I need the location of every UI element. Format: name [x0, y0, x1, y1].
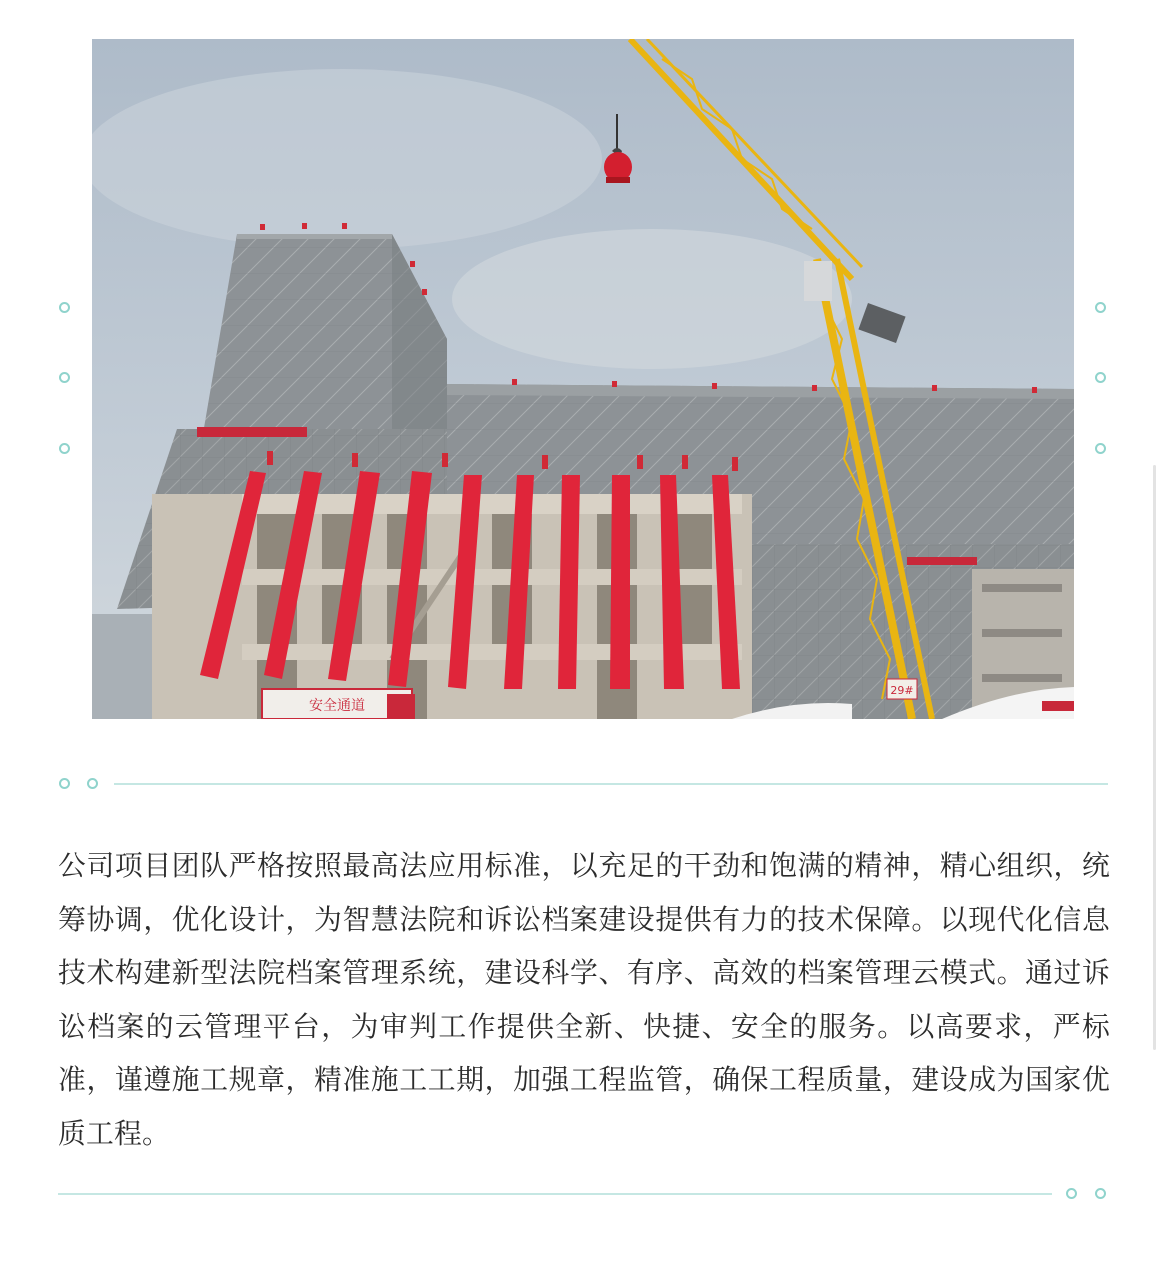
left-ring-3-icon [59, 443, 70, 454]
right-ring-2-icon [1095, 372, 1106, 383]
left-ring-2-icon [59, 372, 70, 383]
safety-sign-text: 安全通道 [309, 698, 365, 714]
scrollbar-thumb[interactable] [1153, 465, 1156, 1050]
construction-site-photo [92, 39, 1074, 719]
divider-top-ring-1-icon [59, 778, 70, 789]
divider-bottom-line [58, 1193, 1052, 1195]
article-paragraph: 公司项目团队严格按照最高法应用标准，以充足的干劲和饱满的精神，精心组织，统筹协调，优化设计，为智慧法院和诉讼档案建设提供有力的技术保障。以现代化信息技术构建新型法院档案管理系统，建设科学、有序、高效的档案管理云模式。通过诉讼档案的云管理平台，为审判工作提供全新、快捷、安全的服务。以高要求，严标准，谨遵施工规章，精准施工工期，加强工程监管，确保工程质量，建设成为国家优质工程。 [58, 849, 1110, 1150]
left-ring-1-icon [59, 302, 70, 313]
divider-bottom-ring-1-icon [1066, 1188, 1077, 1199]
divider-bottom-ring-2-icon [1095, 1188, 1106, 1199]
right-ring-1-icon [1095, 302, 1106, 313]
photo-illustration [92, 39, 1074, 719]
divider-top-line [114, 783, 1108, 785]
crane-number-text: 29# [890, 684, 914, 697]
right-ring-3-icon [1095, 443, 1106, 454]
divider-top-ring-2-icon [87, 778, 98, 789]
